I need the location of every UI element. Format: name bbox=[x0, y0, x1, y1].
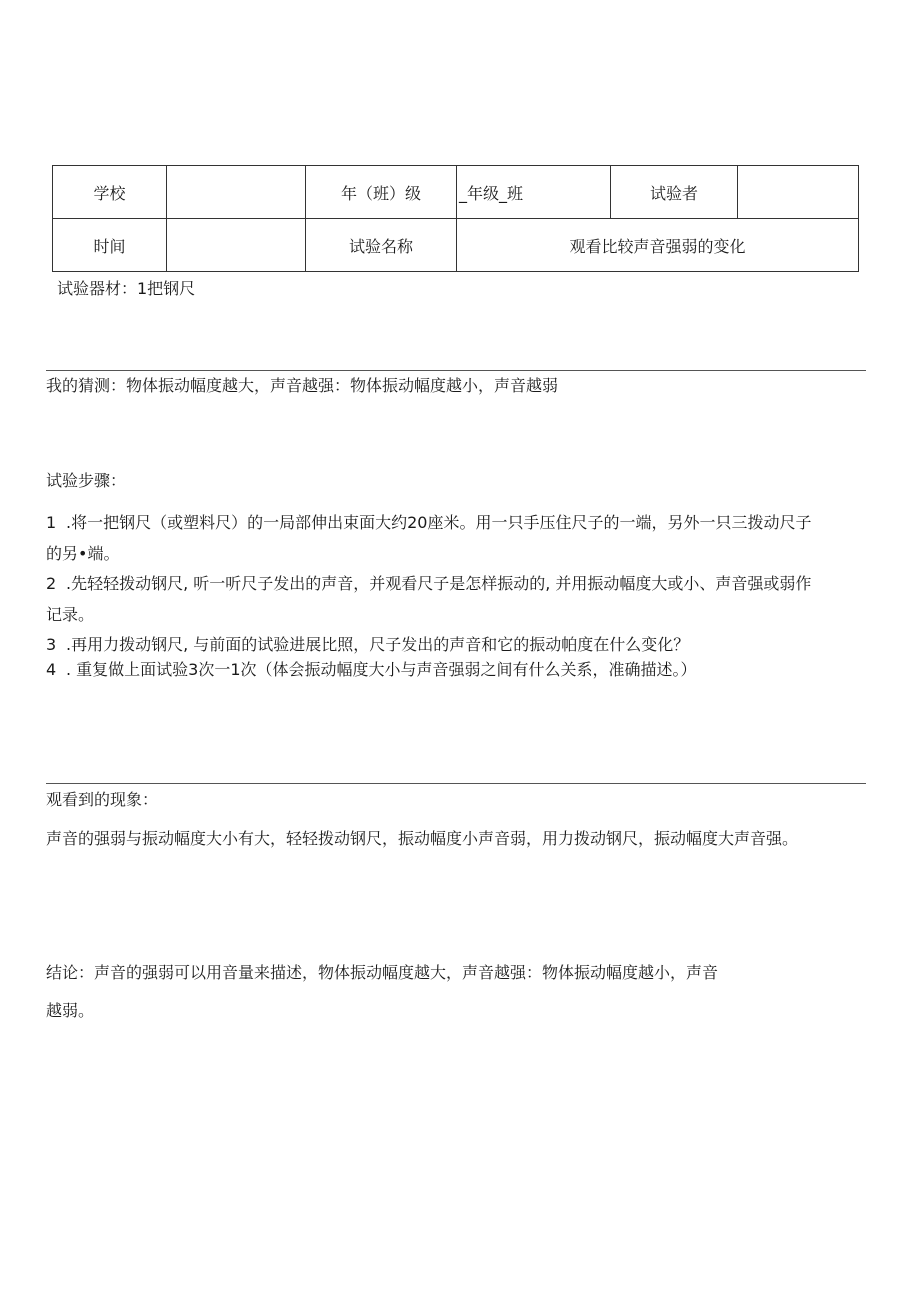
step-4-number: 4 bbox=[46, 660, 57, 679]
step-1-continuation: 的另•端。 bbox=[46, 544, 120, 563]
info-row-2 bbox=[53, 219, 859, 272]
step-3-number: 3 bbox=[46, 635, 57, 654]
step-4-text: . 重复做上面试验3次一1次（体会振动幅度大小与声音强弱之间有什么关系，准确描述。） bbox=[66, 660, 697, 679]
experiment-name-label: 试验名称 bbox=[306, 219, 457, 272]
step-1 bbox=[46, 507, 876, 569]
info-row-1 bbox=[53, 166, 859, 219]
school-label: 学校 bbox=[53, 166, 167, 219]
experiment-info-table bbox=[52, 165, 859, 272]
school-value[interactable] bbox=[167, 166, 306, 219]
step-2-continuation: 记录。 bbox=[46, 605, 95, 624]
step-1-number: 1 bbox=[46, 513, 57, 532]
step-2-text: .先轻轻拨动钢尺, 听一听尺子发出的声音，并观看尺子是怎样振动的, 并用振动幅度大或小、声音强或弱作 bbox=[66, 574, 812, 593]
step-2 bbox=[46, 568, 876, 630]
conclusion-line-1: 结论：声音的强弱可以用音量来描述，物体振动幅度越大，声音越强：物体振动幅度越小，声音 bbox=[46, 963, 719, 982]
materials-text: 试验器材：1把钢尺 bbox=[57, 279, 196, 298]
time-label: 时间 bbox=[53, 219, 167, 272]
grade-value[interactable]: _年级_班 bbox=[457, 166, 611, 219]
grade-label: 年（班）级 bbox=[306, 166, 457, 219]
experiment-name-value: 观看比较声音强弱的变化 bbox=[457, 219, 859, 272]
observation-text: 声音的强弱与振动幅度大小有大，轻轻拨动钢尺，振动幅度小声音弱，用力拨动钢尺，振动幅度大声音强。 bbox=[46, 829, 799, 848]
divider-1 bbox=[46, 370, 866, 371]
steps-heading: 试验步骤： bbox=[46, 471, 127, 490]
step-3-text: .再用力拨动钢尺, 与前面的试验进展比照，尺子发出的声音和它的振动帕度在什么变化？ bbox=[66, 635, 690, 654]
conclusion-line-2: 越弱。 bbox=[46, 1001, 95, 1020]
experimenter-label: 试验者 bbox=[611, 166, 738, 219]
guess-text: 我的猜测：物体振动幅度越大，声音越强：物体振动幅度越小，声音越弱 bbox=[46, 376, 559, 395]
observation-heading: 观看到的现象： bbox=[46, 790, 159, 809]
step-4 bbox=[46, 654, 876, 685]
divider-2 bbox=[46, 783, 866, 784]
step-2-number: 2 bbox=[46, 574, 57, 593]
step-1-text: .将一把钢尺（或塑料尺）的一局部伸出束面大约20座米。用一只手压住尺子的一端，另外一只三拨动尺子 bbox=[66, 513, 812, 532]
time-value[interactable] bbox=[167, 219, 306, 272]
experimenter-value[interactable] bbox=[738, 166, 859, 219]
